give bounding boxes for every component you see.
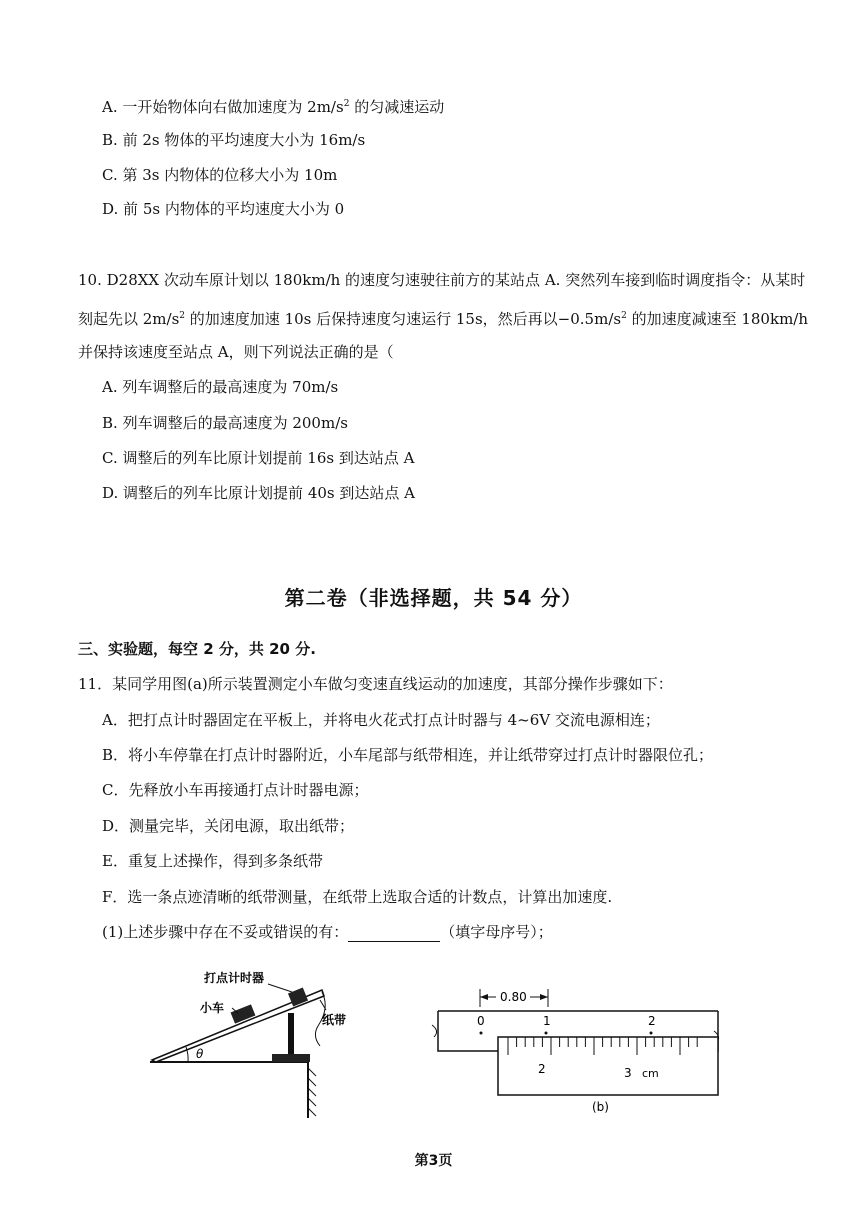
q9-option-b: B. 前 2s 物体的平均速度大小为 16m/s xyxy=(102,131,366,149)
q11-step-c: C．先释放小车再接通打点计时器电源； xyxy=(102,781,369,799)
figure-b xyxy=(432,985,722,1125)
tape-label: 纸带 xyxy=(322,1013,347,1027)
dimension-label: 0.80 xyxy=(500,990,527,1004)
q10-stem-line3: 并保持该速度至站点 A，则下列说法正确的是（ xyxy=(78,343,394,361)
q11-stem: 11．某同学用图(a)所示装置测定小车做匀变速直线运动的加速度，其部分操作步骤如下： xyxy=(78,675,673,693)
q11-step-e: E．重复上述操作，得到多条纸带 xyxy=(102,852,323,870)
q10-option-c: C. 调整后的列车比原计划提前 16s 到达站点 A xyxy=(102,449,415,467)
q11-sub1: (1)上述步骤中存在不妥或错误的有： （填字母序号）； xyxy=(102,923,553,941)
q10-option-b: B. 列车调整后的最高速度为 200m/s xyxy=(102,414,348,432)
main-scale-2: 2 xyxy=(648,1014,656,1028)
q11-step-a: A．把打点计时器固定在平板上，并将电火花式打点计时器与 4~6V 交流电源相连； xyxy=(102,711,660,729)
angle-label: θ xyxy=(196,1047,204,1061)
vernier-scale-2: 2 xyxy=(538,1062,546,1076)
q10-option-a: A. 列车调整后的最高速度为 70m/s xyxy=(102,378,339,396)
figure-b-caption: (b) xyxy=(592,1100,609,1114)
timer-label: 打点计时器 xyxy=(204,971,265,985)
q9-option-c: C. 第 3s 内物体的位移大小为 10m xyxy=(102,166,338,184)
q10-stem-line2: 刻起先以 $2m/s^2$ 的加速度加速 10s 后保持速度匀速运行 15s，然后再以$-0.5m/s^2$ 的加速度减速至 180km/h xyxy=(78,310,809,328)
q10-stem-line1: 10. D28XX 次动车原计划以 180km/h 的速度匀速驶往前方的某站点 A. 突然列车接到临时调度指令：从某时 xyxy=(78,271,806,289)
q9-option-a: A. 一开始物体向右做加速度为 $2m/s^2$ 的匀减速运动 xyxy=(102,98,445,116)
vernier-scale-3: 3 xyxy=(624,1066,632,1080)
unit-label: cm xyxy=(642,1067,659,1080)
main-scale-0: 0 xyxy=(477,1014,485,1028)
q11-step-f: F．选一条点迹清晰的纸带测量，在纸带上选取合适的计数点，计算出加速度. xyxy=(102,888,613,906)
q11-step-b: B．将小车停靠在打点计时器附近，小车尾部与纸带相连，并让纸带穿过打点计时器限位孔； xyxy=(102,746,714,764)
q9-option-d: D. 前 5s 内物体的平均速度大小为 0 xyxy=(102,200,345,218)
q11-step-d: D．测量完毕，关闭电源，取出纸带； xyxy=(102,817,355,835)
answer-blank[interactable] xyxy=(348,925,440,942)
q10-option-d: D. 调整后的列车比原计划提前 40s 到达站点 A xyxy=(102,484,415,502)
main-scale-1: 1 xyxy=(543,1014,551,1028)
cart-label: 小车 xyxy=(200,1001,225,1015)
part2-title: 第二卷（非选择题，共 54 分） xyxy=(284,586,583,610)
figure-a xyxy=(150,968,347,1128)
section3-heading: 三、实验题，每空 2 分，共 20 分. xyxy=(78,640,316,658)
page-number: 第3页 xyxy=(414,1153,453,1169)
